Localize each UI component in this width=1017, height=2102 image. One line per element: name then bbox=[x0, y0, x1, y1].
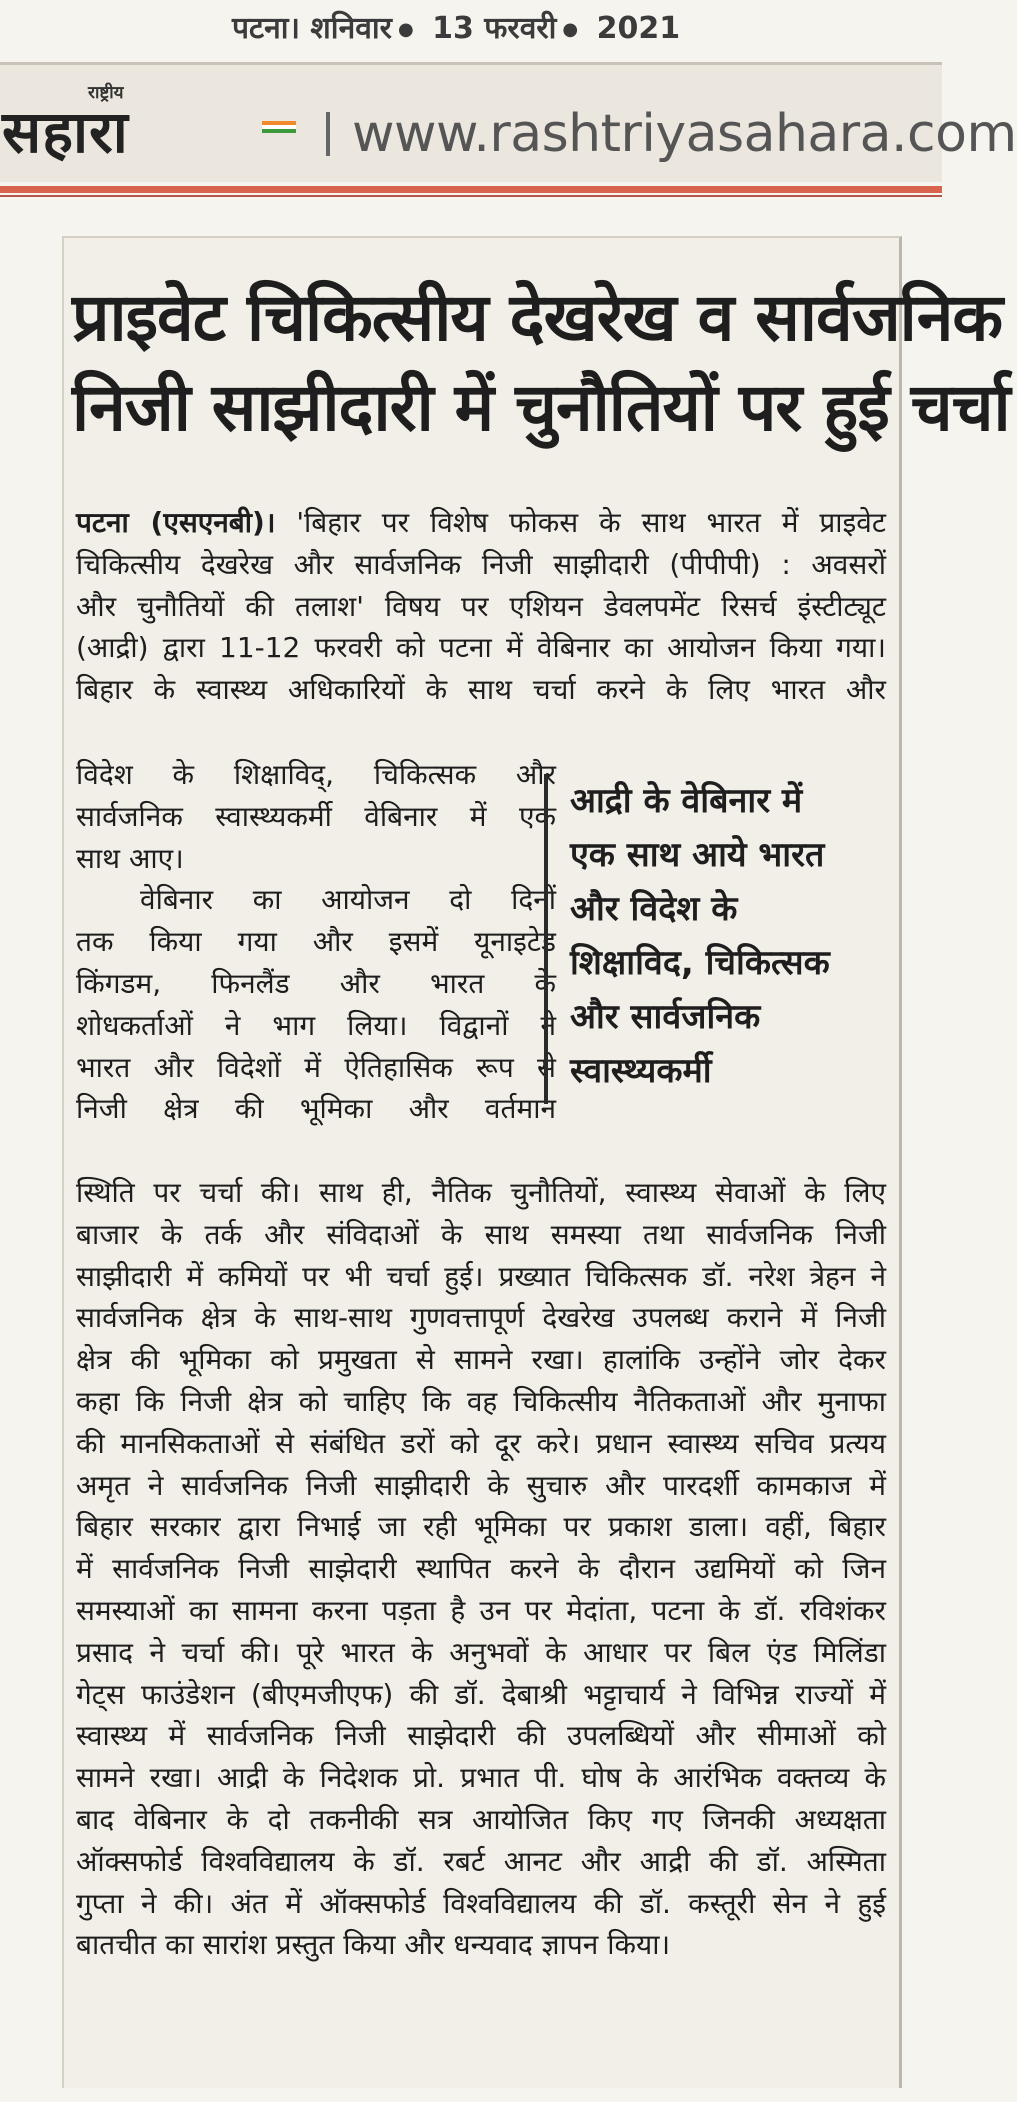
masthead-dateline: पटना। शनिवार ● 13 फरवरी ● 2021 bbox=[232, 11, 681, 46]
logo-subtitle: राष्ट्रीय bbox=[88, 83, 124, 103]
body-line: सार्वजनिक क्षेत्र के साथ-साथ गुणवत्तापूर्ण देखरेख उपलब्ध कराने में निजी bbox=[76, 1301, 886, 1335]
intro-line: (आद्री) द्वारा 11-12 फरवरी को पटना में वेबिनार का आयोजन किया गया। bbox=[76, 631, 886, 665]
masthead-red-rule-thin bbox=[0, 195, 942, 197]
column-line: किंगडम, फिनलैंड और भारत के bbox=[76, 966, 556, 1000]
dateline-year: 2021 bbox=[596, 11, 681, 46]
pull-quote-line: शिक्षाविद, चिकित्सक bbox=[570, 943, 830, 983]
body-line: ऑक्सफोर्ड विश्वविद्यालय के डॉ. रबर्ट आनट और आद्री की डॉ. अस्मिता bbox=[76, 1844, 886, 1878]
dateline-date: 13 फरवरी bbox=[432, 11, 557, 46]
body-line: प्रसाद ने चर्चा की। पूरे भारत के अनुभवों के आधार पर बिल एंड मिलिंडा bbox=[76, 1635, 886, 1669]
body-line: साझीदारी में कमियों पर भी चर्चा हुई। प्रख्यात चिकित्सक डॉ. नरेश त्रेहन ने bbox=[76, 1259, 886, 1293]
headline-line-1: प्राइवेट चिकित्सीय देखरेख व सार्वजनिक bbox=[72, 279, 1003, 356]
masthead-red-rule bbox=[0, 186, 942, 193]
body-line: बिहार सरकार द्वारा निभाई जा रही भूमिका पर प्रकाश डाला। वहीं, बिहार bbox=[76, 1510, 886, 1544]
website-url: www.rashtriyasahara.com bbox=[352, 104, 1017, 164]
body-line: बातचीत का सारांश प्रस्तुत किया और धन्यवाद ज्ञापन किया। bbox=[76, 1928, 671, 1962]
pull-quote-line: एक साथ आये भारत bbox=[570, 835, 825, 875]
body-line: में सार्वजनिक निजी साझेदारी स्थापित करने के दौरान उद्यमियों को जिन bbox=[76, 1552, 886, 1586]
pull-quote-line: और विदेश के bbox=[570, 889, 738, 929]
body-line: बाजार के तर्क और संविदाओं के साथ समस्या तथा सार्वजनिक निजी bbox=[76, 1217, 886, 1251]
column-line: सार्वजनिक स्वास्थ्यकर्मी वेबिनार में एक bbox=[76, 799, 556, 833]
column-line: विदेश के शिक्षाविद्, चिकित्सक और bbox=[76, 758, 556, 791]
article-clipping bbox=[62, 236, 1010, 2088]
intro-line: चिकित्सीय देखरेख और सार्वजनिक निजी साझीदारी (पीपीपी) : अवसरों bbox=[76, 547, 886, 581]
body-line: कहा कि निजी क्षेत्र को चाहिए कि वह चिकित्सीय नैतिकताओं और मुनाफा bbox=[76, 1384, 886, 1418]
article-intro-paragraph bbox=[76, 502, 886, 711]
article-dateline: पटना (एसएनबी)। bbox=[76, 506, 276, 539]
masthead-divider bbox=[326, 112, 330, 156]
dateline-city-day: पटना। शनिवार bbox=[232, 11, 392, 46]
pull-quote-line: स्वास्थ्यकर्मी bbox=[570, 1051, 712, 1091]
body-line: समस्याओं का सामना करना पड़ता है उन पर मेदांता, पटना के डॉ. रविशंकर bbox=[76, 1593, 886, 1627]
body-line: क्षेत्र की भूमिका को प्रमुखता से सामने रखा। हालांकि उन्होंने जोर देकर bbox=[76, 1343, 886, 1377]
article-body-paragraph bbox=[76, 1172, 886, 1966]
body-line: बाद वेबिनार के दो तकनीकी सत्र आयोजित किए गए जिनकी अध्यक्षता bbox=[76, 1802, 886, 1836]
tricolor-flag-icon bbox=[262, 121, 296, 133]
intro-line: और चुनौतियों की तलाश' विषय पर एशियन डेवलपमेंट रिसर्च इंस्टीट्यूट bbox=[76, 589, 886, 623]
body-line: सामने रखा। आद्री के निदेशक प्रो. प्रभात पी. घोष के आरंभिक वक्तव्य के bbox=[76, 1761, 886, 1795]
intro-line: बिहार के स्वास्थ्य अधिकारियों के साथ चर्चा करने के लिए भारत और bbox=[76, 673, 886, 707]
column-line: निजी क्षेत्र की भूमिका और वर्तमान bbox=[76, 1092, 556, 1126]
body-line: गुप्ता ने की। अंत में ऑक्सफोर्ड विश्वविद्यालय की डॉ. कस्तूरी सेन ने हुई bbox=[76, 1886, 886, 1920]
column-line: शोधकर्ताओं ने भाग लिया। विद्वानों ने bbox=[76, 1008, 556, 1042]
masthead-top-rule bbox=[0, 62, 942, 65]
newspaper-logo: सहारा bbox=[2, 98, 129, 166]
body-line: की मानसिकताओं से संबंधित डरों को दूर करे। प्रधान स्वास्थ्य सचिव प्रत्यय bbox=[76, 1426, 886, 1460]
body-line: स्वास्थ्य में सार्वजनिक निजी साझेदारी की उपलब्धियों और सीमाओं को bbox=[76, 1719, 886, 1753]
pull-quote-line: और सार्वजनिक bbox=[570, 997, 761, 1037]
body-line: अमृत ने सार्वजनिक निजी साझीदारी के सुचारु और पारदर्शी कामकाज में bbox=[76, 1468, 886, 1502]
article-left-column bbox=[76, 754, 556, 1130]
column-line: भारत और विदेशों में ऐतिहासिक रूप से bbox=[76, 1050, 556, 1084]
body-line: गेट्स फाउंडेशन (बीएमजीएफ) की डॉ. देबाश्री भट्टाचार्य ने विभिन्न राज्यों में bbox=[76, 1677, 886, 1711]
column-line: साथ आए। bbox=[76, 841, 184, 875]
intro-line-1 bbox=[76, 502, 886, 544]
column-line: तक किया गया और इसमें यूनाइटेड bbox=[76, 925, 556, 959]
pull-quote-line: आद्री के वेबिनार में bbox=[570, 781, 803, 821]
column-line: वेबिनार का आयोजन दो दिनों bbox=[140, 883, 556, 917]
body-line: स्थिति पर चर्चा की। साथ ही, नैतिक चुनौतियों, स्वास्थ्य सेवाओं के लिए bbox=[76, 1176, 886, 1209]
headline-line-2: निजी साझीदारी में चुनौतियों पर हुई चर्चा bbox=[72, 369, 1010, 446]
intro-line-1-text: 'बिहार पर विशेष फोकस के साथ भारत में प्राइवेट bbox=[296, 506, 886, 539]
pull-quote bbox=[544, 774, 884, 1104]
